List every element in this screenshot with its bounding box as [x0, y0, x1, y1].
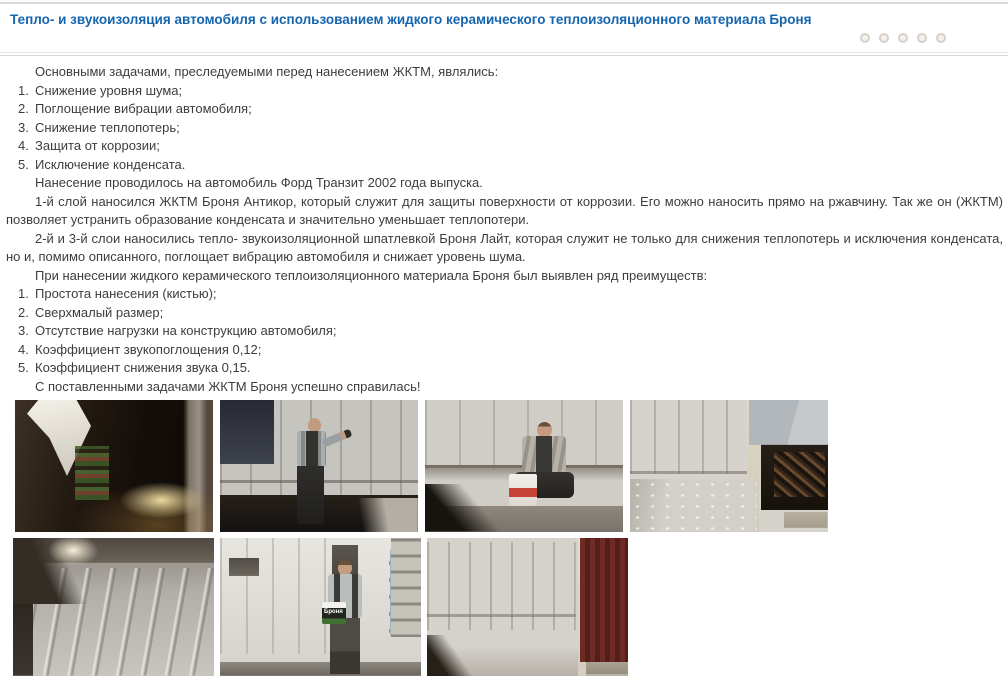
paragraph-vehicle: Нанесение проводилось на автомобиль Форд Транзит 2002 года выпуска. — [35, 175, 483, 190]
paint-bucket — [509, 474, 537, 506]
list-text: Сверхмалый размер; — [35, 304, 164, 320]
top-divider — [0, 2, 1008, 4]
article-page — [0, 2, 1008, 676]
photo-wall-red-garage-door[interactable] — [427, 538, 628, 676]
rating-dot-icon[interactable] — [860, 33, 870, 43]
rating-dot-icon[interactable] — [936, 33, 946, 43]
list-item — [18, 285, 1003, 304]
worker-figure — [320, 560, 376, 676]
article-content — [0, 56, 1008, 396]
list-number: 4. — [18, 138, 29, 153]
list-text: Коэффициент звукопоглощения 0,12; — [35, 341, 262, 357]
list-number: 4. — [18, 341, 29, 357]
list-item — [18, 82, 1003, 101]
list-number: 2. — [18, 304, 29, 320]
photo-worker-painting-wall[interactable] — [220, 400, 418, 532]
list-number: 5. — [18, 360, 29, 375]
list-number: 2. — [18, 101, 29, 116]
van-floor-shape — [630, 479, 757, 532]
paragraph-intro: Основными задачами, преследуемыми перед нанесением ЖКТМ, являлись: — [35, 64, 499, 79]
rating-dot-icon[interactable] — [879, 33, 889, 43]
list-text: Защита от коррозии; — [35, 138, 160, 153]
list-item — [18, 100, 1003, 119]
list-item — [18, 119, 1003, 138]
list-number: 1. — [18, 82, 29, 98]
shelf-clutter-shape — [75, 446, 109, 500]
worker-legs — [297, 466, 324, 524]
photo-worker-with-bucket[interactable] — [425, 400, 623, 532]
worker-torso — [297, 431, 326, 467]
tasks-list — [6, 82, 1003, 175]
rating-dot-icon[interactable] — [898, 33, 908, 43]
worker-arm — [322, 429, 353, 448]
list-text: Снижение теплопотерь; — [35, 119, 180, 135]
list-text: Поглощение вибрации автомобиля; — [35, 101, 252, 116]
page-title[interactable]: Тепло- и звукоизоляция автомобиля с использованием жидкого керамического теплоизоляционного материала Броня — [10, 12, 812, 27]
photo-worker-with-product[interactable] — [220, 538, 421, 676]
rating-widget — [0, 28, 1008, 45]
list-text: Коэффициент снижения звука 0,15. — [35, 360, 251, 375]
worker-legs — [330, 618, 360, 674]
list-text: Простота нанесения (кистью); — [35, 286, 217, 301]
list-item — [18, 137, 1003, 156]
list-text: Отсутствие нагрузки на конструкцию автомобиля; — [35, 323, 337, 338]
list-item — [18, 304, 1003, 323]
list-item — [18, 156, 1003, 175]
product-box — [322, 602, 346, 624]
paragraph-advantages-intro: При нанесении жидкого керамического теплоизоляционного материала Броня был выявлен ряд преимуществ: — [35, 267, 708, 283]
list-number: 3. — [18, 323, 29, 338]
gallery-row-2 — [13, 538, 1008, 676]
paragraph-conclusion: С поставленными задачами ЖКТМ Броня успешно справилась! — [35, 378, 421, 394]
worker-figure — [284, 418, 354, 526]
list-item — [18, 341, 1003, 360]
list-text: Снижение уровня шума; — [35, 82, 183, 98]
photo-van-cargo-doorway[interactable] — [15, 400, 213, 532]
list-text: Исключение конденсата. — [35, 156, 186, 172]
rating-dot-icon[interactable] — [917, 33, 927, 43]
list-number: 1. — [18, 286, 29, 301]
list-number: 5. — [18, 156, 29, 172]
paragraph-layers23: 2-й и 3-й слои наносились тепло- звукоизоляционной шпатлевкой Броня Лайт, которая служит не только для снижения теплопотерь и исключения конденсата, но и, помимо описанного, поглощает вибрацию автомобиля и снижает уровень шума. — [6, 230, 1003, 264]
advantages-list — [6, 285, 1003, 378]
list-item — [18, 359, 1003, 378]
list-item — [18, 322, 1003, 341]
gallery-row-1 — [15, 400, 1008, 532]
paragraph-layer1: 1-й слой наносился ЖКТМ Броня Антикор, который служит для защиты поверхности от коррозии. Его можно наносить прямо на ржавчину. Так же он (ЖКТМ) позволяет устранить образование конденсата и значительно уменьшает теплопотери. — [6, 193, 1003, 227]
list-number: 3. — [18, 119, 29, 135]
photo-interior-engine-bay[interactable] — [630, 400, 828, 532]
product-label: Броня — [324, 609, 343, 615]
photo-gallery — [0, 400, 1008, 676]
worker-torso — [522, 436, 566, 474]
photo-insulated-floor[interactable] — [13, 538, 214, 676]
